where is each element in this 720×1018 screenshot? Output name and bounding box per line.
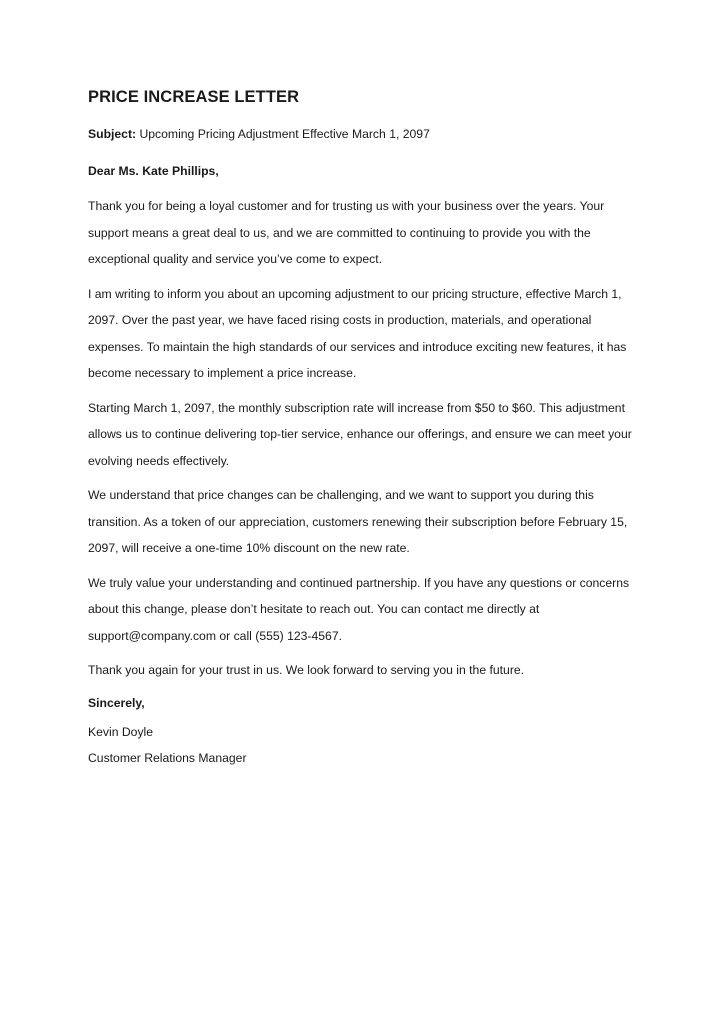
- paragraph-announcement: I am writing to inform you about an upcoming adjustment to our pricing structure, effective March 1, 2097. Over the past year, we have faced rising costs in production, materials, and operational expenses. To maintain the high standards of our services and introduce exciting new features, it has become necessary to implement a price increase.: [88, 286, 627, 380]
- paragraph-new-rate: Starting March 1, 2097, the monthly subscription rate will increase from $50 to $60. This adjustment allows us to continue delivering top-tier service, enhance our offerings, and ensure we can meet your evolving needs effectively.: [88, 400, 632, 468]
- closing: Sincerely,: [88, 695, 145, 710]
- subject-label: Subject:: [88, 127, 137, 141]
- subject-text: Upcoming Pricing Adjustment Effective March 1, 2097: [139, 127, 430, 141]
- paragraph-thanks: Thank you for being a loyal customer and for trusting us with your business over the years. Your support means a great deal to us, and we are committed to continuing to provide you with the exceptional quality and service you’ve come to expect.: [88, 199, 605, 266]
- subject-line: [88, 125, 638, 143]
- letter-title: PRICE INCREASE LETTER: [88, 88, 300, 106]
- signer-title: Customer Relations Manager: [88, 750, 247, 765]
- signer-name: Kevin Doyle: [88, 724, 154, 739]
- letter-content: [88, 88, 638, 771]
- paragraph-closing-thanks: Thank you again for your trust in us. We look forward to serving you in the future.: [88, 663, 525, 677]
- paragraph-discount: We understand that price changes can be challenging, and we want to support you during this transition. As a token of our appreciation, customers renewing their subscription before February 15, 2097, will receive a one-time 10% discount on the new rate.: [88, 488, 628, 555]
- salutation: Dear Ms. Kate Phillips,: [88, 164, 219, 178]
- paragraph-contact: We truly value your understanding and continued partnership. If you have any questions or concerns about this change, please don’t hesitate to reach out. You can contact me directly at support@company.com or call (555) 123-4567.: [88, 575, 630, 643]
